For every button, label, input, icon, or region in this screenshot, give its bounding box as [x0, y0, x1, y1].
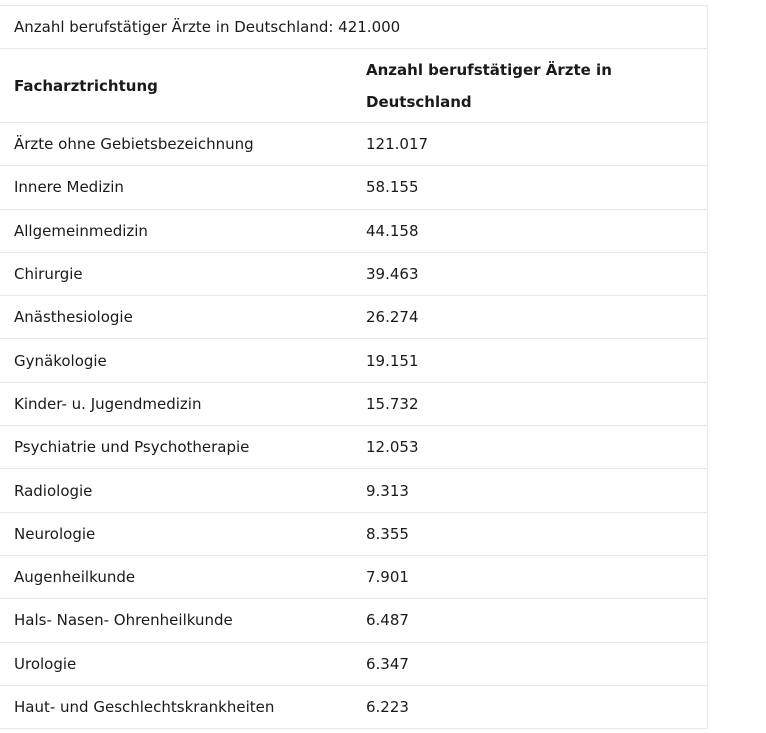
specialty-cell: Hals- Nasen- Ohrenheilkunde — [0, 599, 352, 642]
table-row — [0, 555, 708, 598]
count-cell: 19.151 — [352, 339, 708, 382]
table-row — [0, 599, 708, 642]
count-cell: 8.355 — [352, 512, 708, 555]
specialty-cell: Innere Medizin — [0, 166, 352, 209]
count-cell: 12.053 — [352, 426, 708, 469]
count-cell: 39.463 — [352, 252, 708, 295]
specialty-cell: Kinder- u. Jugendmedizin — [0, 382, 352, 425]
table-row — [0, 382, 708, 425]
table-header-row — [0, 49, 708, 123]
specialty-cell: Ärzte ohne Gebietsbezeichnung — [0, 123, 352, 166]
count-cell: 26.274 — [352, 296, 708, 339]
count-cell: 44.158 — [352, 209, 708, 252]
specialty-cell: Allgemeinmedizin — [0, 209, 352, 252]
doctors-table-container — [0, 5, 708, 729]
table-row — [0, 469, 708, 512]
specialty-cell: Chirurgie — [0, 252, 352, 295]
column-header-specialty: Facharztrichtung — [0, 49, 352, 123]
table-caption-row — [0, 6, 708, 49]
specialty-cell: Urologie — [0, 642, 352, 685]
table-row — [0, 339, 708, 382]
specialty-cell: Haut- und Geschlechtskrankheiten — [14, 698, 275, 716]
count-cell: 121.017 — [352, 123, 708, 166]
specialty-cell: Psychiatrie und Psychotherapie — [0, 426, 352, 469]
count-cell: 6.487 — [352, 599, 708, 642]
count-cell: 15.732 — [352, 382, 708, 425]
table-row — [0, 642, 708, 685]
specialty-cell: Neurologie — [0, 512, 352, 555]
table-row — [0, 296, 708, 339]
specialty-cell: Radiologie — [0, 469, 352, 512]
count-cell: 6.347 — [352, 642, 708, 685]
table-row — [0, 166, 708, 209]
count-cell: 9.313 — [352, 469, 708, 512]
specialty-cell: Gynäkologie — [0, 339, 352, 382]
table-row — [0, 209, 708, 252]
specialty-cell: Augenheilkunde — [0, 555, 352, 598]
table-row — [0, 685, 708, 728]
specialty-cell: Anästhesiologie — [0, 296, 352, 339]
table-row — [0, 426, 708, 469]
table-row — [0, 512, 708, 555]
count-cell: 7.901 — [352, 555, 708, 598]
table-caption: Anzahl berufstätiger Ärzte in Deutschland: 421.000 — [0, 6, 708, 49]
doctors-table — [0, 6, 708, 728]
count-cell: 6.223 — [366, 698, 409, 716]
table-row — [0, 252, 708, 295]
column-header-count: Anzahl berufstätiger Ärzte in Deutschland — [352, 49, 708, 123]
table-row — [0, 123, 708, 166]
count-cell: 58.155 — [352, 166, 708, 209]
